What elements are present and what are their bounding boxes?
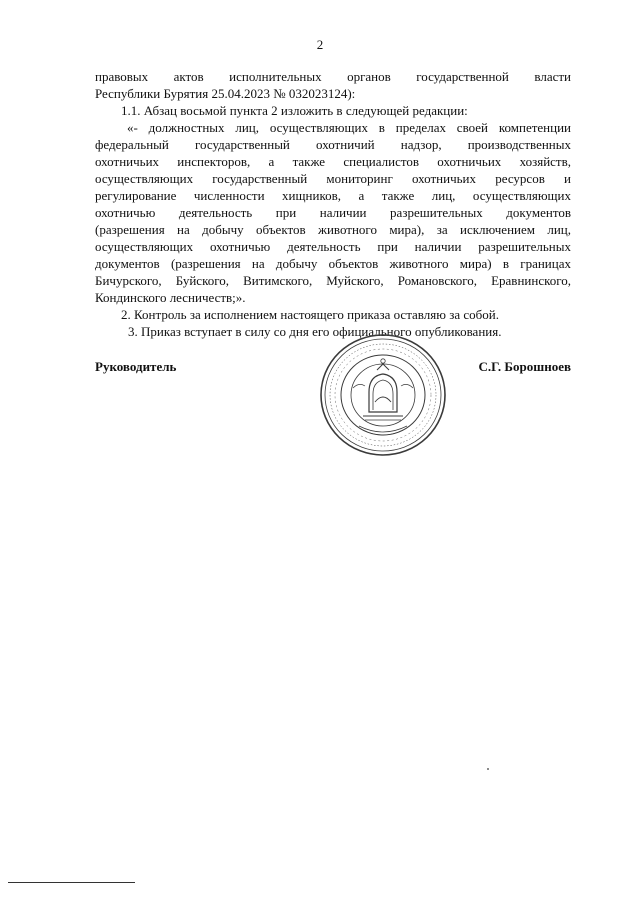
text-line: (разрешения на добычу объектов животного мира), за исключением лиц, — [95, 222, 571, 237]
page-number: 2 — [316, 37, 324, 52]
text-line: правовых актов исполнительных органов государственной власти — [95, 69, 571, 84]
text-line: 3. Приказ вступает в силу со дня его официального опубликования. — [128, 324, 502, 339]
signatory-name: С.Г. Борошноев — [478, 359, 571, 374]
official-seal-icon — [313, 330, 453, 460]
signatory-title: Руководитель — [95, 359, 177, 374]
text-line: «- должностных лиц, осуществляющих в пределах своей компетенции — [127, 120, 571, 135]
text-line: осуществляющих охотничью деятельность при наличии разрешительных — [95, 239, 571, 254]
document-body — [95, 68, 571, 340]
text-line: федеральный государственный охотничий надзор, производственных — [95, 137, 571, 152]
ink-speck — [487, 768, 489, 770]
text-line: документов (разрешения на добычу объектов животного мира) в границах — [95, 256, 571, 271]
text-line: охотничью деятельность при наличии разрешительных документов — [95, 205, 571, 220]
text-line: осуществляющих государственный мониторинг охотничьих ресурсов и — [95, 171, 571, 186]
text-line: регулирование численности хищников, а также лиц, осуществляющих — [95, 188, 571, 203]
footer-rule — [8, 882, 135, 883]
text-line: 2. Контроль за исполнением настоящего приказа оставляю за собой. — [121, 307, 499, 322]
text-line: 1.1. Абзац восьмой пункта 2 изложить в следующей редакции: — [121, 103, 468, 118]
text-line: Кондинского лесничеств;». — [95, 290, 246, 305]
text-line: Бичурского, Буйского, Витимского, Муйского, Романовского, Еравнинского, — [95, 273, 571, 288]
text-line: Республики Бурятия 25.04.2023 № 032023124): — [95, 86, 356, 101]
text-line: охотничьих инспекторов, а также специалистов охотничьих хозяйств, — [95, 154, 571, 169]
